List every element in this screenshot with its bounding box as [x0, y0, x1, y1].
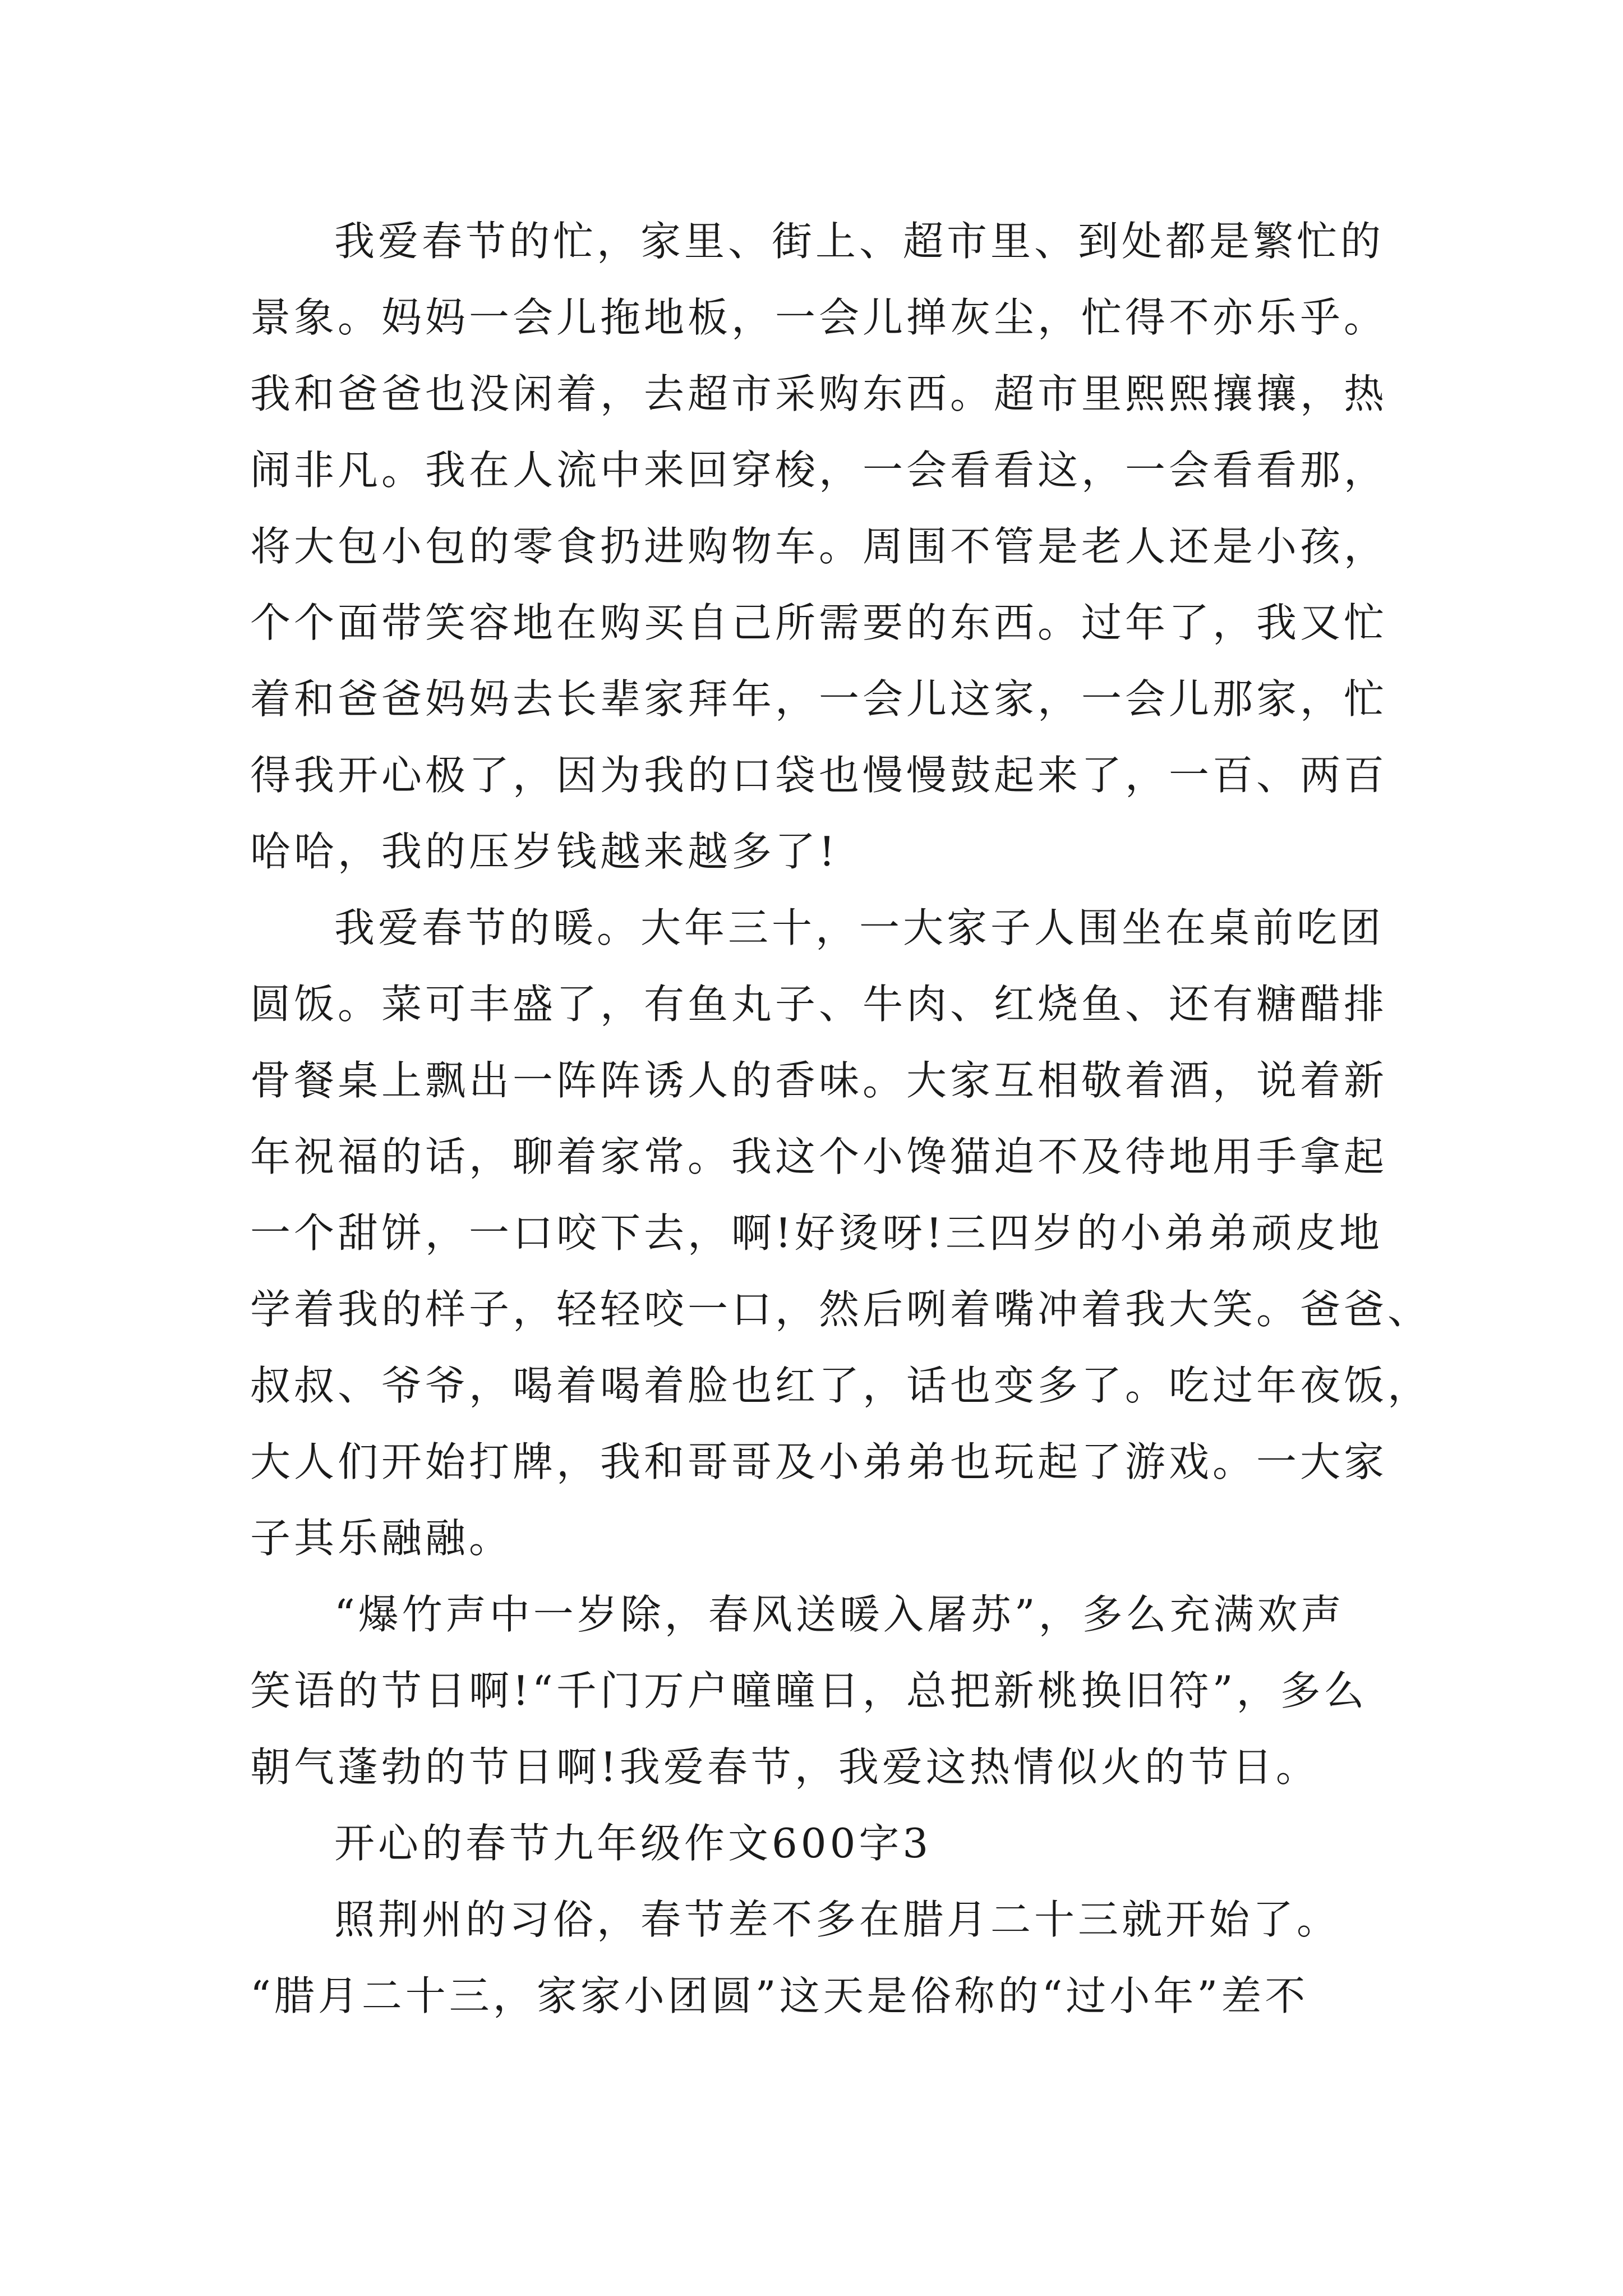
- paragraph-line: 闹非凡。我在人流中来回穿梭，一会看看这，一会看看那，: [250, 447, 1388, 494]
- paragraph-line: 一个甜饼，一口咬下去，啊!好烫呀!三四岁的小弟弟顽皮地: [250, 1209, 1383, 1257]
- paragraph-line: 年祝福的话，聊着家常。我这个小馋猫迫不及待地用手拿起: [250, 1133, 1388, 1180]
- paragraph-line: 我和爸爸也没闲着，去超市采购东西。超市里熙熙攘攘，热: [250, 370, 1388, 417]
- paragraph-line: 照荆州的习俗，春节差不多在腊月二十三就开始了。: [334, 1896, 1341, 1943]
- paragraph-line: 叔叔、爷爷，喝着喝着脸也红了，话也变多了。吃过年夜饭，: [250, 1362, 1432, 1409]
- paragraph-line: 得我开心极了，因为我的口袋也慢慢鼓起来了，一百、两百: [250, 752, 1388, 799]
- paragraph-line: 景象。妈妈一会儿拖地板，一会儿掸灰尘，忙得不亦乐乎。: [250, 294, 1388, 341]
- essay-body: [250, 203, 1432, 2034]
- paragraph-line: 笑语的节日啊!“千门万户曈曈日，总把新桃换旧符”，多么: [250, 1667, 1368, 1714]
- paragraph-line: “腊月二十三，家家小团圆”这天是俗称的“过小年”差不: [250, 1972, 1309, 2019]
- paragraph-line: 着和爸爸妈妈去长辈家拜年，一会儿这家，一会儿那家，忙: [250, 675, 1388, 723]
- paragraph-line: 我爱春节的忙，家里、街上、超市里、到处都是繁忙的: [334, 218, 1385, 265]
- paragraph-line: 哈哈，我的压岁钱越来越多了!: [250, 828, 838, 875]
- paragraph-line: 我爱春节的暖。大年三十，一大家子人围坐在桌前吃团: [334, 904, 1385, 951]
- paragraph-line: 圆饭。菜可丰盛了，有鱼丸子、牛肉、红烧鱼、还有糖醋排: [250, 981, 1388, 1028]
- essay-heading: 开心的春节九年级作文600字3: [334, 1820, 932, 1867]
- paragraph-line: 个个面带笑容地在购买自己所需要的东西。过年了，我又忙: [250, 599, 1388, 646]
- paragraph-line: 骨餐桌上飘出一阵阵诱人的香味。大家互相敬着酒，说着新: [250, 1057, 1388, 1104]
- paragraph-line: 子其乐融融。: [250, 1515, 513, 1562]
- paragraph-line: “爆竹声中一岁除，春风送暖入屠苏”，多么充满欢声: [334, 1591, 1345, 1638]
- paragraph-line: 大人们开始打牌，我和哥哥及小弟弟也玩起了游戏。一大家: [250, 1438, 1388, 1485]
- paragraph-line: 学着我的样子，轻轻咬一口，然后咧着嘴冲着我大笑。爸爸、: [250, 1286, 1432, 1333]
- paragraph-line: 将大包小包的零食扔进购物车。周围不管是老人还是小孩，: [250, 523, 1388, 570]
- paragraph-line: 朝气蓬勃的节日啊!我爱春节，我爱这热情似火的节日。: [250, 1743, 1320, 1791]
